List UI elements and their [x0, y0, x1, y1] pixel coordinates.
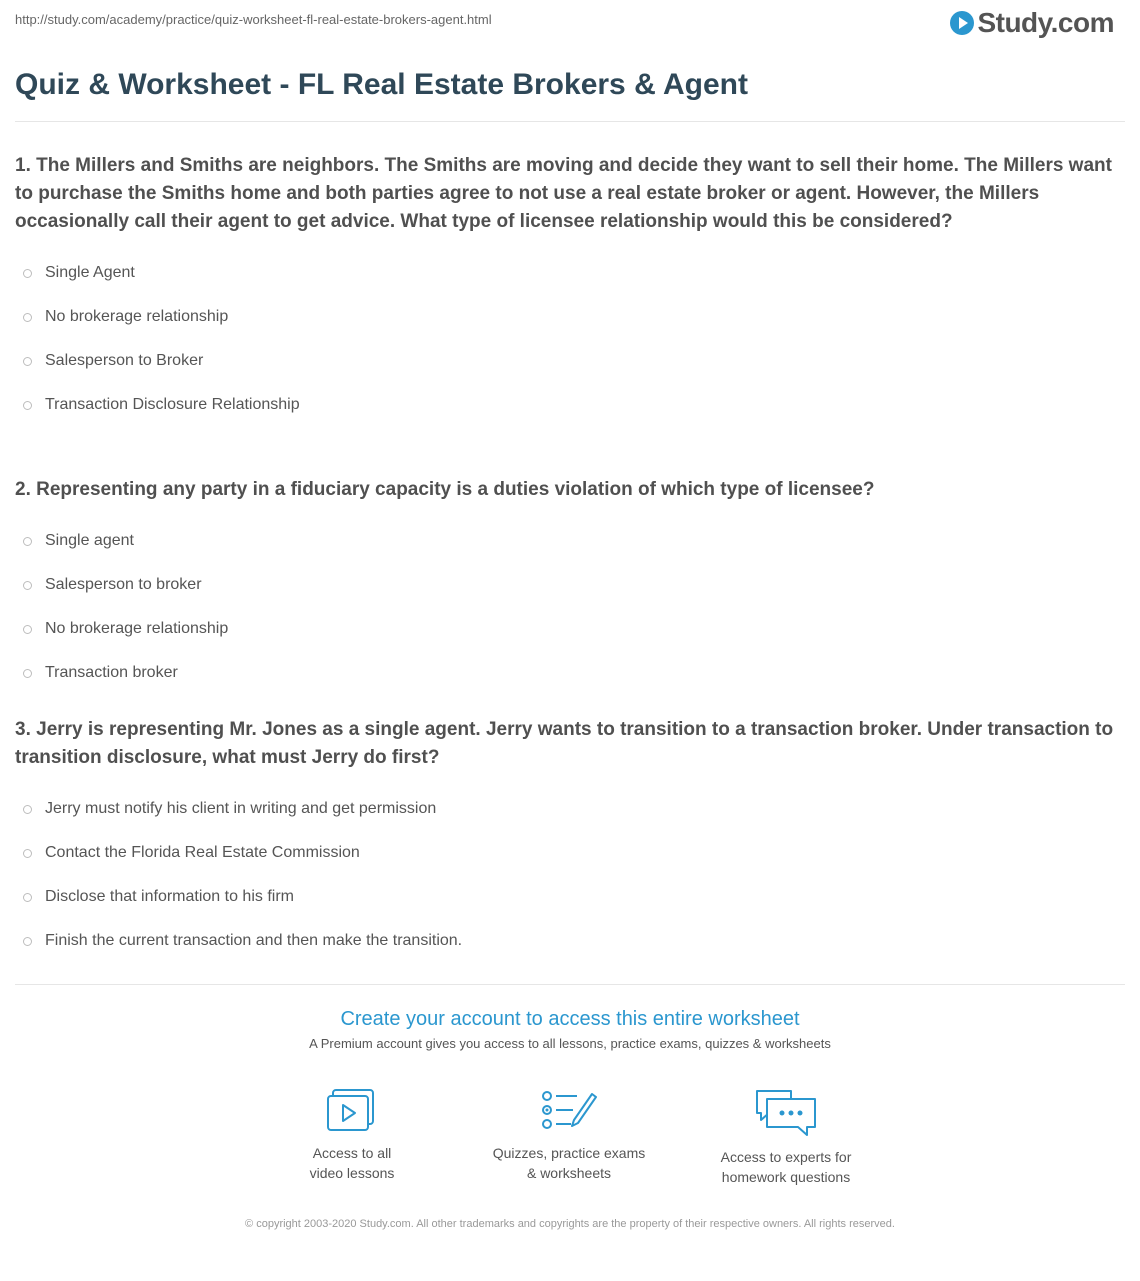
question-1: [15, 152, 1120, 427]
answer-label: No brokerage relationship: [45, 308, 229, 325]
answer-label: Contact the Florida Real Estate Commission: [45, 844, 360, 861]
answer-option[interactable]: [15, 607, 1120, 651]
radio-button[interactable]: [23, 625, 32, 634]
answer-option[interactable]: [15, 875, 1120, 919]
answer-label: Transaction Disclosure Relationship: [45, 396, 300, 413]
answer-option[interactable]: [15, 651, 1120, 695]
create-account-link[interactable]: Create your account to access this entire worksheet: [340, 1008, 800, 1030]
radio-button[interactable]: [23, 269, 32, 278]
page-title: Quiz & Worksheet - FL Real Estate Brokers & Agent: [15, 68, 748, 101]
study-logo[interactable]: [950, 7, 1114, 39]
feature-experts: [686, 1088, 886, 1187]
feature-label-line2: homework questions: [721, 1169, 851, 1185]
answer-options: [15, 519, 1120, 695]
answer-option[interactable]: [15, 339, 1120, 383]
question-text: 2. Representing any party in a fiduciary capacity is a duties violation of which type of licensee?: [15, 479, 875, 500]
radio-button[interactable]: [23, 893, 32, 902]
question-3: [15, 716, 1120, 963]
play-logo-icon: [950, 11, 974, 35]
radio-button[interactable]: [23, 937, 32, 946]
answer-options: [15, 251, 1120, 427]
answer-options: [15, 787, 1120, 963]
answer-option[interactable]: [15, 383, 1120, 427]
answer-option[interactable]: [15, 919, 1120, 963]
features-row: [0, 1088, 1140, 1198]
answer-option[interactable]: [15, 519, 1120, 563]
video-lessons-icon: [326, 1088, 378, 1134]
answer-label: Salesperson to broker: [45, 576, 202, 593]
radio-button[interactable]: [23, 401, 32, 410]
answer-label: Jerry must notify his client in writing and get permission: [45, 800, 437, 817]
answer-option[interactable]: [15, 563, 1120, 607]
question-text: 3. Jerry is representing Mr. Jones as a single agent. Jerry wants to transition to a transaction broker. Under transaction to transition disclosure, what must Jerry do first?: [15, 719, 1114, 768]
feature-label-line1: Access to experts for: [720, 1149, 852, 1165]
feature-label-line1: Quizzes, practice exams: [492, 1145, 646, 1161]
answer-label: Single Agent: [45, 264, 135, 281]
answer-label: Salesperson to Broker: [45, 352, 204, 369]
answer-option[interactable]: [15, 787, 1120, 831]
title-divider: [15, 121, 1125, 122]
answer-label: Finish the current transaction and then make the transition.: [45, 932, 463, 949]
chat-experts-icon: [754, 1088, 818, 1138]
cta-divider: [15, 984, 1125, 985]
radio-button[interactable]: [23, 581, 32, 590]
answer-label: No brokerage relationship: [45, 620, 229, 637]
page-url: http://study.com/academy/practice/quiz-worksheet-fl-real-estate-brokers-agent.html: [15, 12, 492, 27]
question-2: [15, 476, 1120, 695]
feature-label-line2: video lessons: [309, 1165, 395, 1181]
answer-label: Transaction broker: [45, 664, 178, 681]
create-account-section: [0, 1000, 1140, 1051]
answer-label: Disclose that information to his firm: [45, 888, 294, 905]
answer-label: Single agent: [45, 532, 134, 549]
feature-quizzes: [469, 1088, 669, 1183]
feature-video-lessons: [252, 1088, 452, 1183]
answer-option[interactable]: [15, 295, 1120, 339]
radio-button[interactable]: [23, 849, 32, 858]
logo-text: Study.com: [977, 7, 1114, 38]
radio-button[interactable]: [23, 357, 32, 366]
feature-label-line2: & worksheets: [526, 1165, 612, 1181]
question-text: 1. The Millers and Smiths are neighbors. The Smiths are moving and decide they want to sell their home. The Millers want to purchase the Smiths home and both parties agree to not use a real estate broker or agent. However, the Millers occasionally call their agent to get advice. What type of licensee relationship would this be considered?: [15, 155, 1112, 232]
radio-button[interactable]: [23, 669, 32, 678]
radio-button[interactable]: [23, 537, 32, 546]
radio-button[interactable]: [23, 313, 32, 322]
feature-label-line1: Access to all: [312, 1145, 392, 1161]
answer-option[interactable]: [15, 251, 1120, 295]
quiz-checklist-icon: [541, 1088, 597, 1134]
premium-description: A Premium account gives you access to all lessons, practice exams, quizzes & worksheets: [309, 1036, 831, 1051]
answer-option[interactable]: [15, 831, 1120, 875]
radio-button[interactable]: [23, 805, 32, 814]
copyright-footer: © copyright 2003-2020 Study.com. All other trademarks and copyrights are the property of their respective owners. All rights reserved.: [245, 1218, 895, 1230]
